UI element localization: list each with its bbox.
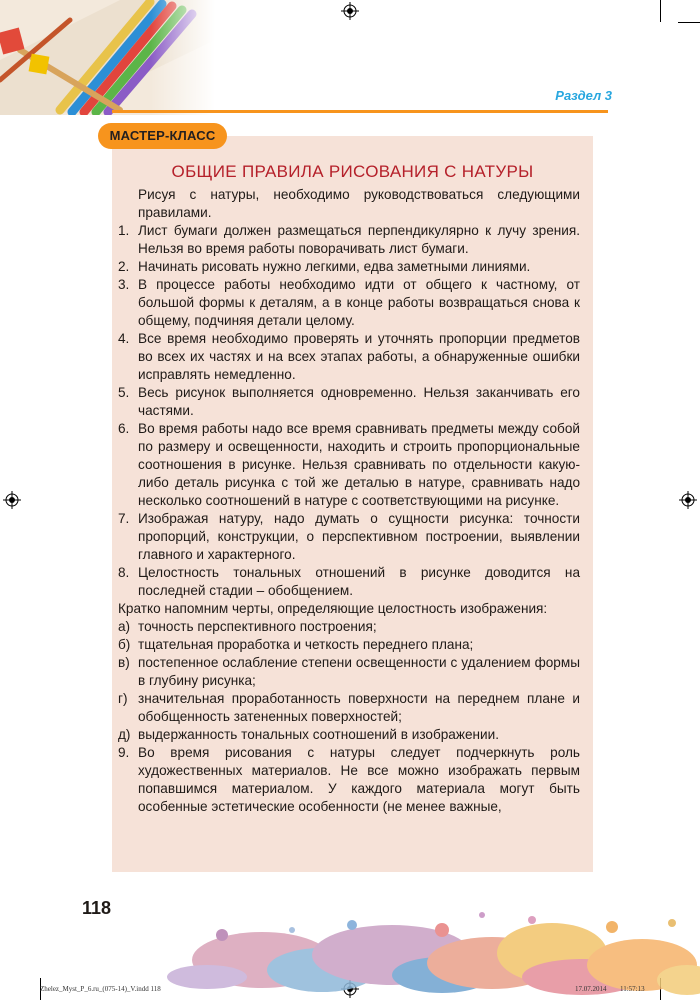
- section-divider: [112, 110, 608, 113]
- content-body: [118, 186, 580, 816]
- rule-number: 3.: [118, 277, 130, 292]
- feature-item: [118, 690, 580, 726]
- footer-time: 11:57:13: [620, 985, 645, 993]
- feature-item: [118, 618, 580, 636]
- rule-item: [118, 222, 580, 258]
- feature-text: постепенное ослабление степени освещенности с удалением формы в глубину рисунка;: [138, 655, 580, 688]
- rule-number: 9.: [118, 745, 130, 760]
- summary-paragraph: Кратко напомним черты, определяющие целостность изображения:: [118, 601, 548, 616]
- rule-number: 7.: [118, 511, 130, 526]
- rule-text: Изображая натуру, надо думать о сущности рисунка: точности пропорций, конструкции, о перспективном построении, выявлении главного и характерного.: [138, 511, 580, 562]
- rule-item: [118, 744, 580, 816]
- crop-mark: [678, 22, 700, 23]
- watercolor-splash-illustration: [112, 885, 700, 995]
- rule-number: 5.: [118, 385, 130, 400]
- rule-number: 1.: [118, 223, 130, 238]
- rule-text: Весь рисунок выполняется одновременно. Нельзя заканчивать его частями.: [138, 385, 580, 418]
- rule-text: Целостность тональных отношений в рисунке доводится на последней стадии – обобщением.: [138, 565, 580, 598]
- feature-text: точность перспективного построения;: [138, 619, 377, 634]
- feature-label: г): [118, 691, 128, 706]
- rule-item: [118, 258, 580, 276]
- rule-item: [118, 384, 580, 420]
- feature-text: выдержанность тональных соотношений в изображении.: [138, 727, 499, 742]
- feature-label: д): [118, 727, 131, 742]
- intro-paragraph: Рисуя с натуры, необходимо руководствоваться следующими правилами.: [138, 187, 580, 220]
- registration-mark-icon: [679, 491, 697, 509]
- crop-mark: [660, 0, 661, 22]
- feature-label: в): [118, 655, 130, 670]
- page-title: ОБЩИЕ ПРАВИЛА РИСОВАНИЯ С НАТУРЫ: [171, 162, 534, 181]
- feature-text: значительная проработанность поверхности на переднем плане и обобщенность затененных поверхностей;: [138, 691, 580, 724]
- feature-text: тщательная проработка и четкость переднего плана;: [138, 637, 474, 652]
- rule-number: 8.: [118, 565, 130, 580]
- feature-label: б): [118, 637, 131, 652]
- feature-item: [118, 636, 580, 654]
- rule-text: Начинать рисовать нужно легкими, едва заметными линиями.: [138, 259, 531, 274]
- rule-item: [118, 330, 580, 384]
- rule-text: В процессе работы необходимо идти от общего к частному, от большой формы к деталям, а в конце работы возвращаться снова к общему, подчиняя детали целому.: [138, 277, 580, 328]
- rule-text: Лист бумаги должен размещаться перпендикулярно к лучу зрения. Нельзя во время работы поворачивать лист бумаги.: [138, 223, 580, 256]
- feature-item: [118, 726, 580, 744]
- rule-text: Во время работы надо все время сравнивать предметы между собой по размеру и освещенности, находить и строить пропорциональные соотношения в рисунке. Нельзя сравнивать по отдельности какую-либо деталь рисунка с той же деталью в натуре, сравнивать надо несколько соотношений в натуре с соответствующими на рисунке.: [138, 421, 580, 508]
- registration-mark-icon: [3, 491, 21, 509]
- page-number: 118: [82, 898, 112, 918]
- rule-item: [118, 564, 580, 600]
- master-class-badge: МАСТЕР-КЛАСС: [98, 123, 227, 149]
- rule-text: Во время рисования с натуры следует подчеркнуть роль художественных материалов. Не все можно изображать первым попавшимся материалом. У каждого материала могут быть особенные эстетические особенности (не менее важные,: [138, 745, 580, 814]
- feature-item: [118, 654, 580, 690]
- rule-number: 6.: [118, 421, 130, 436]
- rule-number: 2.: [118, 259, 130, 274]
- rule-item: [118, 276, 580, 330]
- rule-item: [118, 420, 580, 510]
- rule-item: [118, 510, 580, 564]
- footer-date: 17.07.2014: [575, 985, 607, 993]
- section-label: Раздел 3: [555, 88, 612, 103]
- registration-mark-icon: [341, 2, 359, 20]
- rule-number: 4.: [118, 331, 130, 346]
- colored-pencils-illustration: [0, 0, 215, 115]
- feature-label: а): [118, 619, 131, 634]
- rule-text: Все время необходимо проверять и уточнять пропорции предметов во всех их частях и на всех этапах работы, а обнаруженные ошибки исправлять немедленно.: [138, 331, 580, 382]
- footer-file-name: Zhelez_Myst_P_6.ru_(075-14)_V.indd 118: [40, 985, 161, 993]
